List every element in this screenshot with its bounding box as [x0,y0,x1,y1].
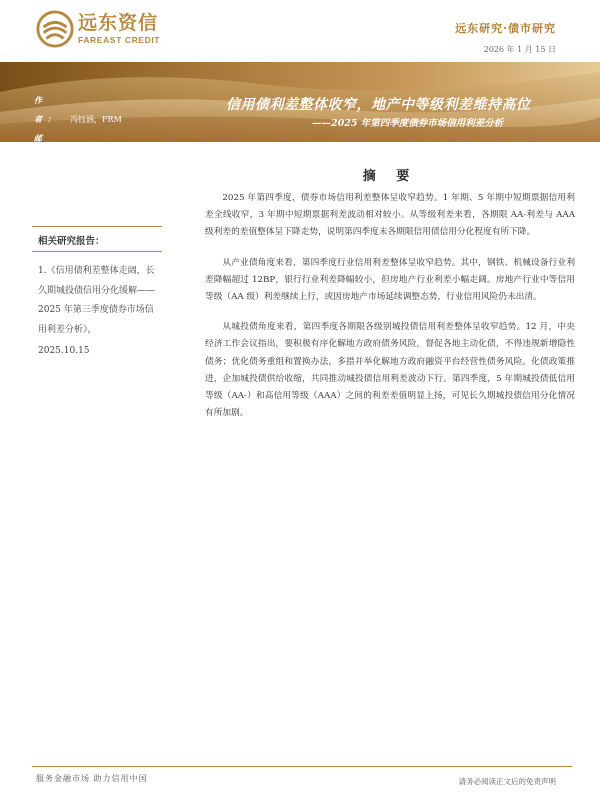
abstract-section [205,165,575,435]
author-name: 冯钰涵，FRM [70,115,122,124]
abstract-heading: 摘 要 [362,169,418,184]
email-row [34,129,160,167]
publication-date: 2026 年 1 月 15 日 [483,45,556,54]
related-report-title: 1.《信用债利差整体走阔，长久期城投债信用分化缓解——2025 年第三季度债券市场信用利差分析》， [38,266,156,335]
brand-name-en: FAREAST CREDIT [78,35,161,45]
abstract-paragraph: 2025 年第四季度，债券市场信用利差整体呈收窄趋势。1 年期、5 年期中短期票据信用利差全线收窄，3 年期中短期票据利差波动相对较小。从等级利差来看，各期限 AA-利差与 AAA 级利差的差值整体呈下降走势，说明第四季度末各期限信用债信用分化程度有所下降。 [205,193,575,238]
email-label: 邮 箱： [34,133,60,162]
report-series: 远东研究·债市研究 [455,22,556,35]
brand-name-cn: 远东资信 [78,12,159,34]
fareast-logo-icon [36,10,74,48]
report-title: 信用债利差整体收窄，地产中等级利差维持高位 [226,97,531,113]
related-report-date: 2025.10.15 [38,346,90,356]
abstract-paragraph: 从城投债角度来看，第四季度各期限各级别城投债信用利差整体呈收窄趋势。12 月，中央经济工作会议指出，要积极有序化解地方政府债务风险，督促各地主动化债，不得违规新增隐性债务；优化债务重组和置换办法，多措并举化解地方政府融资平台经营性债务风险。化债政策推进，企加城投债供给收缩，共同推动城投债信用利差波动下行。第四季度，5 年期城投债低信用等级（AA-）和高信用等级（AAA）之间的利差差值明显上扬，可见长久期城投债信用分化情况有所加剧。 [205,322,575,419]
email-address[interactable]: research@fecr.com.cn [70,153,161,162]
footer-slogan: 服务金融市场 助力信用中国 [36,774,148,783]
abstract-paragraph: 从产业债角度来看，第四季度行业信用利差整体呈收窄趋势。其中，钢铁、机械设备行业利差降幅超过 12BP，银行行业利差降幅较小，但房地产行业利差小幅走阔。房地产行业中等信用等级（AA 级）利差继续上行，或因房地产市场延续调整态势，行业信用风险仍未出清。 [205,257,575,303]
author-row [34,91,160,129]
author-label: 作 者： [34,95,60,124]
footer-disclaimer[interactable]: 请务必阅读正文后的免责声明 [458,777,556,786]
related-reports-heading: 相关研究报告： [38,236,105,247]
related-report-item[interactable] [32,252,162,362]
footer-rule [32,766,572,767]
related-reports-sidebar [32,226,162,362]
page-header [0,0,600,62]
report-subtitle: ——2025 年第四季度债券市场信用利差分析 [312,118,504,129]
author-info [34,91,160,167]
brand-logo [36,10,160,48]
